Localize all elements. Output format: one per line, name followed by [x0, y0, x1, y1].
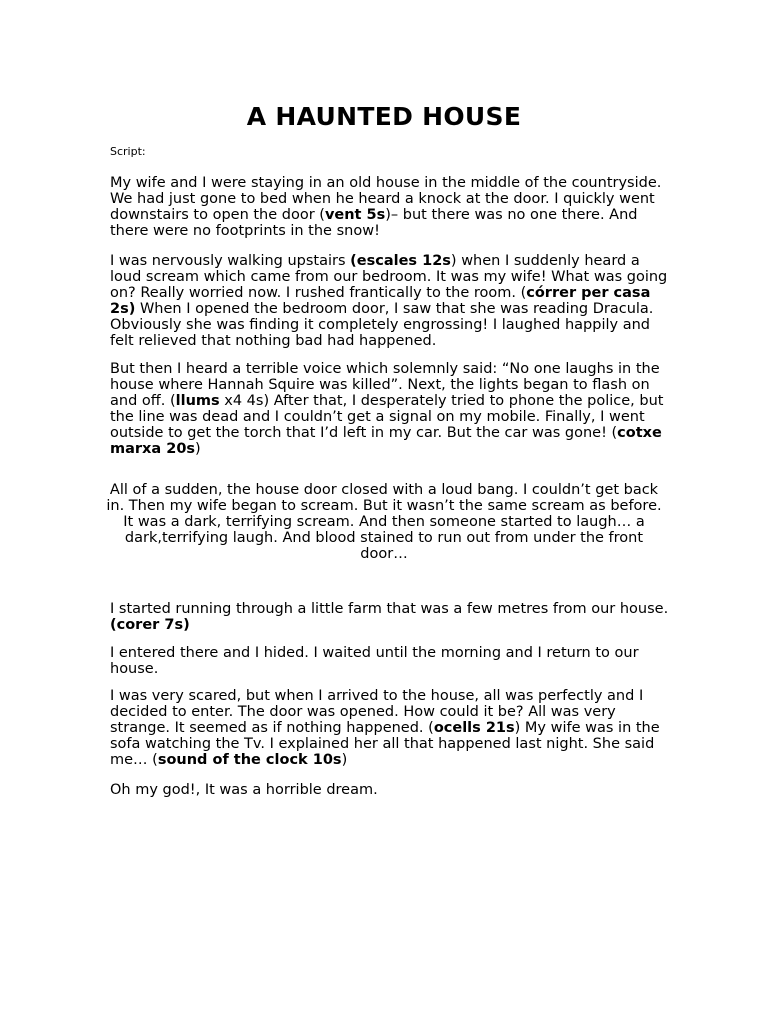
text-line — [110, 782, 670, 798]
text-run: me… ( — [110, 752, 158, 768]
text-run: in. Then my wife began to scream. But it wasn’t the same scream as before. — [106, 498, 662, 514]
text-line — [110, 269, 670, 285]
text-line — [110, 617, 670, 633]
text-run: Obviously she was finding it completely engrossing! I laughed happily and — [110, 317, 650, 333]
text-run: Oh my god!, It was a horrible dream. — [110, 782, 378, 798]
text-run: When I opened the bedroom door, I saw that she was reading Dracula. — [135, 301, 654, 317]
bold-text-run: marxa 20s — [110, 441, 196, 457]
text-run: I started running through a little farm that was a few metres from our house. — [110, 601, 669, 617]
text-line — [110, 207, 670, 223]
text-run: there were no footprints in the snow! — [110, 223, 380, 239]
text-run: and off. ( — [110, 393, 176, 409]
bold-text-run: (corer 7s) — [110, 617, 190, 633]
text-run: It was a dark, terrifying scream. And then someone started to laugh… a — [123, 514, 645, 530]
text-line — [110, 601, 670, 617]
bold-text-run: vent 5s — [324, 207, 386, 223]
paragraph-7 — [110, 688, 670, 768]
text-line — [110, 720, 670, 736]
text-run: door… — [360, 546, 408, 562]
text-line — [98, 546, 670, 562]
text-run: My wife and I were staying in an old house in the middle of the countryside. — [110, 175, 662, 191]
text-line — [98, 498, 670, 514]
text-run: ) when I suddenly heard a — [450, 253, 640, 269]
text-line — [110, 704, 670, 720]
paragraph-3 — [110, 361, 670, 457]
text-run: on? Really worried now. I rushed frantically to the room. ( — [110, 285, 527, 301]
text-run: All of a sudden, the house door closed with a loud bang. I couldn’t get back — [109, 482, 659, 498]
text-line — [110, 175, 670, 191]
text-run: the line was dead and I couldn’t get a signal on my mobile. Finally, I went — [110, 409, 645, 425]
text-run: outside to get the torch that I’d left in my car. But the car was gone! ( — [110, 425, 618, 441]
text-run: sofa watching the Tv. I explained her all that happened last night. She said — [110, 736, 655, 752]
text-line — [110, 393, 670, 409]
text-line — [110, 409, 670, 425]
text-line — [110, 688, 670, 704]
text-run: x4 4s) After that, I desperately tried to phone the police, but — [219, 393, 664, 409]
text-line — [110, 361, 670, 377]
text-line — [110, 253, 670, 269]
text-line — [110, 736, 670, 752]
paragraph-5 — [110, 601, 670, 633]
text-line — [110, 661, 670, 677]
text-run: We had just gone to bed when he heard a knock at the door. I quickly went — [110, 191, 655, 207]
bold-text-run: llums — [175, 393, 220, 409]
bold-text-run: cotxe — [617, 425, 662, 441]
text-line — [110, 377, 670, 393]
text-run: ) — [341, 752, 348, 768]
text-line — [98, 482, 670, 498]
text-run: house where Hannah Squire was killed”. Next, the lights began to flash on — [110, 377, 650, 393]
text-run: I entered there and I hided. I waited until the morning and I return to our — [110, 645, 639, 661]
document-title: A HAUNTED HOUSE — [246, 102, 522, 131]
text-run: But then I heard a terrible voice which solemnly said: “No one laughs in the — [110, 361, 660, 377]
text-run: decided to enter. The door was opened. How could it be? All was very — [110, 704, 616, 720]
bold-text-run: córrer per casa — [526, 285, 651, 301]
text-line — [110, 301, 670, 317]
bold-text-run: (escales 12s — [350, 253, 451, 269]
paragraph-4 — [98, 482, 670, 562]
text-line — [110, 285, 670, 301]
paragraph-8 — [110, 782, 670, 798]
paragraph-1 — [110, 175, 670, 239]
text-run: dark,terrifying laugh. And blood stained to run out from under the front — [124, 530, 644, 546]
text-line — [110, 645, 670, 661]
text-run: downstairs to open the door ( — [110, 207, 325, 223]
bold-text-run: 2s) — [110, 301, 136, 317]
bold-text-run: sound of the clock 10s — [157, 752, 342, 768]
paragraph-6 — [110, 645, 670, 677]
text-run: I was nervously walking upstairs — [110, 253, 351, 269]
text-line — [98, 530, 670, 546]
text-run: strange. It seemed as if nothing happened. ( — [110, 720, 434, 736]
bold-text-run: ocells 21s — [433, 720, 515, 736]
text-line — [110, 752, 670, 768]
text-run: ) — [195, 441, 201, 457]
text-run: I was very scared, but when I arrived to the house, all was perfectly and I — [110, 688, 644, 704]
text-line — [110, 425, 670, 441]
text-line — [110, 441, 670, 457]
text-run: )– but there was no one there. And — [385, 207, 638, 223]
text-line — [98, 514, 670, 530]
text-line — [110, 333, 670, 349]
text-run: ) My wife was in the — [514, 720, 660, 736]
text-run: house. — [110, 661, 159, 677]
text-line — [110, 223, 670, 239]
text-run: loud scream which came from our bedroom. It was my wife! What was going — [110, 269, 668, 285]
paragraph-2 — [110, 253, 670, 349]
script-label: Script: — [110, 145, 146, 158]
text-line — [110, 191, 670, 207]
text-line — [110, 317, 670, 333]
text-run: felt relieved that nothing bad had happened. — [110, 333, 437, 349]
